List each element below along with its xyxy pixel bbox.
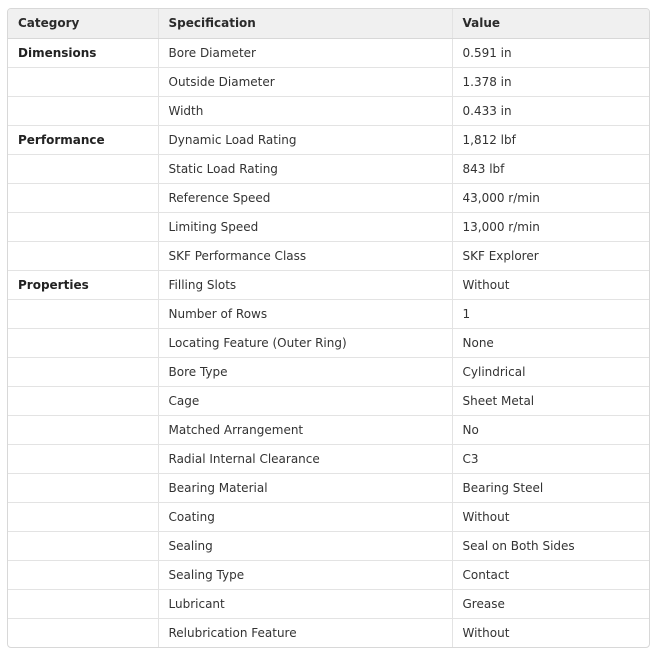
specification-cell: Width [158, 96, 452, 125]
specification-cell: Bearing Material [158, 473, 452, 502]
specification-cell: Sealing [158, 531, 452, 560]
value-cell: 0.433 in [452, 96, 650, 125]
table-row [8, 357, 650, 386]
category-cell [8, 299, 158, 328]
table-row [8, 589, 650, 618]
category-cell [8, 386, 158, 415]
category-cell [8, 444, 158, 473]
value-cell: 1.378 in [452, 67, 650, 96]
specification-cell: Static Load Rating [158, 154, 452, 183]
value-cell: 13,000 r/min [452, 212, 650, 241]
table-row [8, 96, 650, 125]
category-cell [8, 531, 158, 560]
table-row [8, 183, 650, 212]
table-row [8, 67, 650, 96]
value-cell: Grease [452, 589, 650, 618]
specification-cell: Sealing Type [158, 560, 452, 589]
table-row [8, 299, 650, 328]
category-cell [8, 96, 158, 125]
value-cell: Contact [452, 560, 650, 589]
specification-cell: Coating [158, 502, 452, 531]
table-row [8, 531, 650, 560]
specification-cell: Radial Internal Clearance [158, 444, 452, 473]
value-cell: Cylindrical [452, 357, 650, 386]
value-cell: Sheet Metal [452, 386, 650, 415]
specification-cell: Lubricant [158, 589, 452, 618]
specification-cell: Relubrication Feature [158, 618, 452, 647]
table-row [8, 328, 650, 357]
table-row [8, 386, 650, 415]
category-cell [8, 241, 158, 270]
value-cell: 1 [452, 299, 650, 328]
spec-table-container [7, 8, 650, 648]
category-cell [8, 67, 158, 96]
header-category: Category [8, 9, 158, 38]
specification-cell: Outside Diameter [158, 67, 452, 96]
category-cell [8, 357, 158, 386]
spec-table [8, 9, 650, 647]
value-cell: SKF Explorer [452, 241, 650, 270]
table-row [8, 38, 650, 67]
table-row [8, 502, 650, 531]
category-cell [8, 154, 158, 183]
category-cell [8, 183, 158, 212]
table-body [8, 38, 650, 647]
specification-cell: Dynamic Load Rating [158, 125, 452, 154]
specification-cell: Bore Diameter [158, 38, 452, 67]
category-cell [8, 415, 158, 444]
specification-cell: Bore Type [158, 357, 452, 386]
value-cell: 843 lbf [452, 154, 650, 183]
value-cell: Seal on Both Sides [452, 531, 650, 560]
value-cell: No [452, 415, 650, 444]
value-cell: 0.591 in [452, 38, 650, 67]
table-row [8, 473, 650, 502]
specification-cell: Reference Speed [158, 183, 452, 212]
category-cell [8, 328, 158, 357]
value-cell: None [452, 328, 650, 357]
category-cell [8, 589, 158, 618]
value-cell: Without [452, 502, 650, 531]
table-row [8, 415, 650, 444]
specification-cell: SKF Performance Class [158, 241, 452, 270]
value-cell: C3 [452, 444, 650, 473]
category-cell [8, 473, 158, 502]
category-cell [8, 502, 158, 531]
specification-cell: Matched Arrangement [158, 415, 452, 444]
table-header-row [8, 9, 650, 38]
category-cell [8, 560, 158, 589]
category-cell [8, 212, 158, 241]
table-row [8, 618, 650, 647]
value-cell: 1,812 lbf [452, 125, 650, 154]
category-cell: Dimensions [8, 38, 158, 67]
header-specification: Specification [158, 9, 452, 38]
specification-cell: Limiting Speed [158, 212, 452, 241]
table-row [8, 270, 650, 299]
value-cell: Without [452, 270, 650, 299]
table-row [8, 154, 650, 183]
specification-cell: Filling Slots [158, 270, 452, 299]
table-row [8, 444, 650, 473]
specification-cell: Cage [158, 386, 452, 415]
category-cell: Properties [8, 270, 158, 299]
table-row [8, 125, 650, 154]
specification-cell: Locating Feature (Outer Ring) [158, 328, 452, 357]
category-cell [8, 618, 158, 647]
category-cell: Performance [8, 125, 158, 154]
value-cell: Without [462, 625, 510, 640]
value-cell: Bearing Steel [452, 473, 650, 502]
table-row [8, 241, 650, 270]
header-value: Value [452, 9, 650, 38]
table-row [8, 560, 650, 589]
value-cell: 43,000 r/min [452, 183, 650, 212]
table-row [8, 212, 650, 241]
specification-cell: Number of Rows [158, 299, 452, 328]
